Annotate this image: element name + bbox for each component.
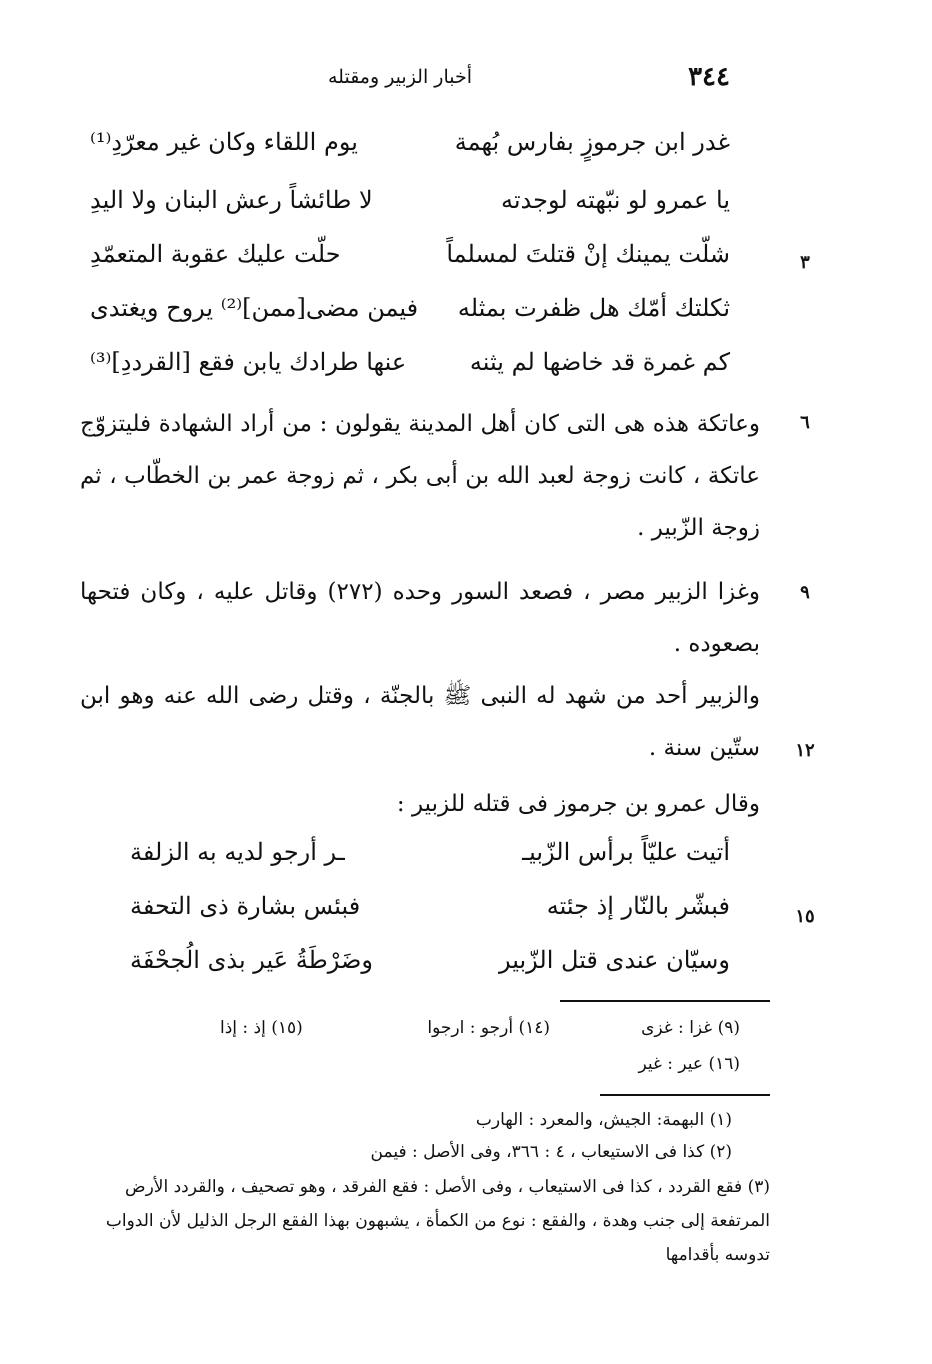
variant-note: (١٦) عير : غير: [638, 1054, 740, 1074]
paragraph-egypt: وغزا الزبير مصر ، فصعد السور وحده (٢٧٢) وقاتل عليه ، وكان فتحها بصعوده .: [80, 579, 761, 657]
paragraph-zubayr: والزبير أحد من شهد له النبى ﷺ بالجنّة ، وقتل رضى الله عنه وهو ابن ستّين سنة .: [80, 683, 760, 761]
verse-first-hemistich: يا عمرو لو نبّهته لوجدته: [500, 186, 730, 214]
verse-line: [90, 240, 730, 292]
verse-second-hemistich: فبئس بشارة ذى التحفة: [130, 892, 361, 920]
variant-note: (١٤) أرجو : ارجوا: [427, 1018, 550, 1038]
verse-second-hemistich: لا طائشاً رعش البنان ولا اليدِ: [90, 186, 373, 214]
verse-first-hemistich: فبشّر بالنّار إذ جئته: [546, 892, 730, 920]
verse-second-hemistich: فيمن مضى[ممن]⁽²⁾ يروح ويغتدى: [90, 294, 419, 322]
verse-line: [90, 294, 730, 346]
footnote-1: (١) البهمة: الجيش، والمعرد : الهارب: [475, 1110, 732, 1130]
line-number: ١٥: [795, 906, 815, 927]
paragraph-atika: وعاتكة هذه هى التى كان أهل المدينة يقولون : من أراد الشهادة فليتزوّج عاتكة ، كانت زوجة لعبد الله بن أبى بكر ، ثم زوجة عمر بن الخطّاب ، ثم زوجة الزّبير .: [80, 411, 760, 541]
verse-second-hemistich: يوم اللقاء وكان غير معرّدِ⁽¹⁾: [90, 128, 358, 156]
verse-first-hemistich: شلّت يمينك إنْ قتلتَ لمسلماً: [446, 240, 730, 268]
footnote-3: (٣) فقع القردد ، كذا فى الاستيعاب ، وفى الأصل : فقع الفرقد ، وهو تصحيف ، والقردد الأرض المرتفعة إلى جنب وهدة ، والفقع : نوع من الكمأة ، يشبهون بهذا الفقع الرجل الذليل لأن الدواب تدوسه بأقدامها: [105, 1177, 770, 1265]
verse-line: [90, 186, 730, 238]
verse-line: [90, 348, 730, 400]
apparatus-rule: [560, 1000, 770, 1002]
page-number: ٣٤٤: [688, 62, 730, 92]
verse-first-hemistich: أتيت عليّاً برأس الزّبيـ: [522, 838, 730, 866]
variant-note: (٩) غزا : غزى: [641, 1018, 740, 1038]
running-title: أخبار الزبير ومقتله: [327, 66, 473, 88]
verse-first-hemistich: غدر ابن جرموزٍ بفارس بُهمة: [454, 128, 730, 156]
line-number: ٦: [800, 412, 810, 433]
verse-second-hemistich: عنها طرادك يابن فقع [القرددِ]⁽³⁾: [90, 348, 407, 376]
verse-second-hemistich: وضَرْطَةُ عَير بذى الُجحْفَة: [130, 946, 373, 974]
variants-row: [220, 1018, 740, 1044]
verse-first-hemistich: ثكلتك أمّك هل ظفرت بمثله: [457, 294, 730, 322]
verse-second-hemistich: حلّت عليك عقوبة المتعمّدِ: [90, 240, 341, 268]
verse-second-hemistich: ـر أرجو لديه به الزلفة: [130, 838, 345, 866]
line-number: ١٢: [795, 740, 815, 761]
line-number: ٣: [800, 252, 810, 273]
verse-line: [130, 892, 730, 944]
verse-line: [130, 838, 730, 890]
verse-line: [90, 128, 730, 180]
verse-line: [130, 946, 730, 998]
line-number: ٩: [800, 582, 810, 603]
variant-note: (١٥) إذ : إذا: [220, 1018, 303, 1038]
footnote-2: (٢) كذا فى الاستيعاب ، ٤ : ٣٦٦، وفى الأصل : فيمن: [370, 1142, 732, 1162]
footnote-rule: [600, 1094, 770, 1096]
verse-first-hemistich: كم غمرة قد خاضها لم يثنه: [469, 348, 730, 376]
verse-first-hemistich: وسيّان عندى قتل الزّبير: [499, 946, 730, 974]
paragraph-intro: وقال عمرو بن جرموز فى قتله للزبير :: [396, 791, 760, 817]
